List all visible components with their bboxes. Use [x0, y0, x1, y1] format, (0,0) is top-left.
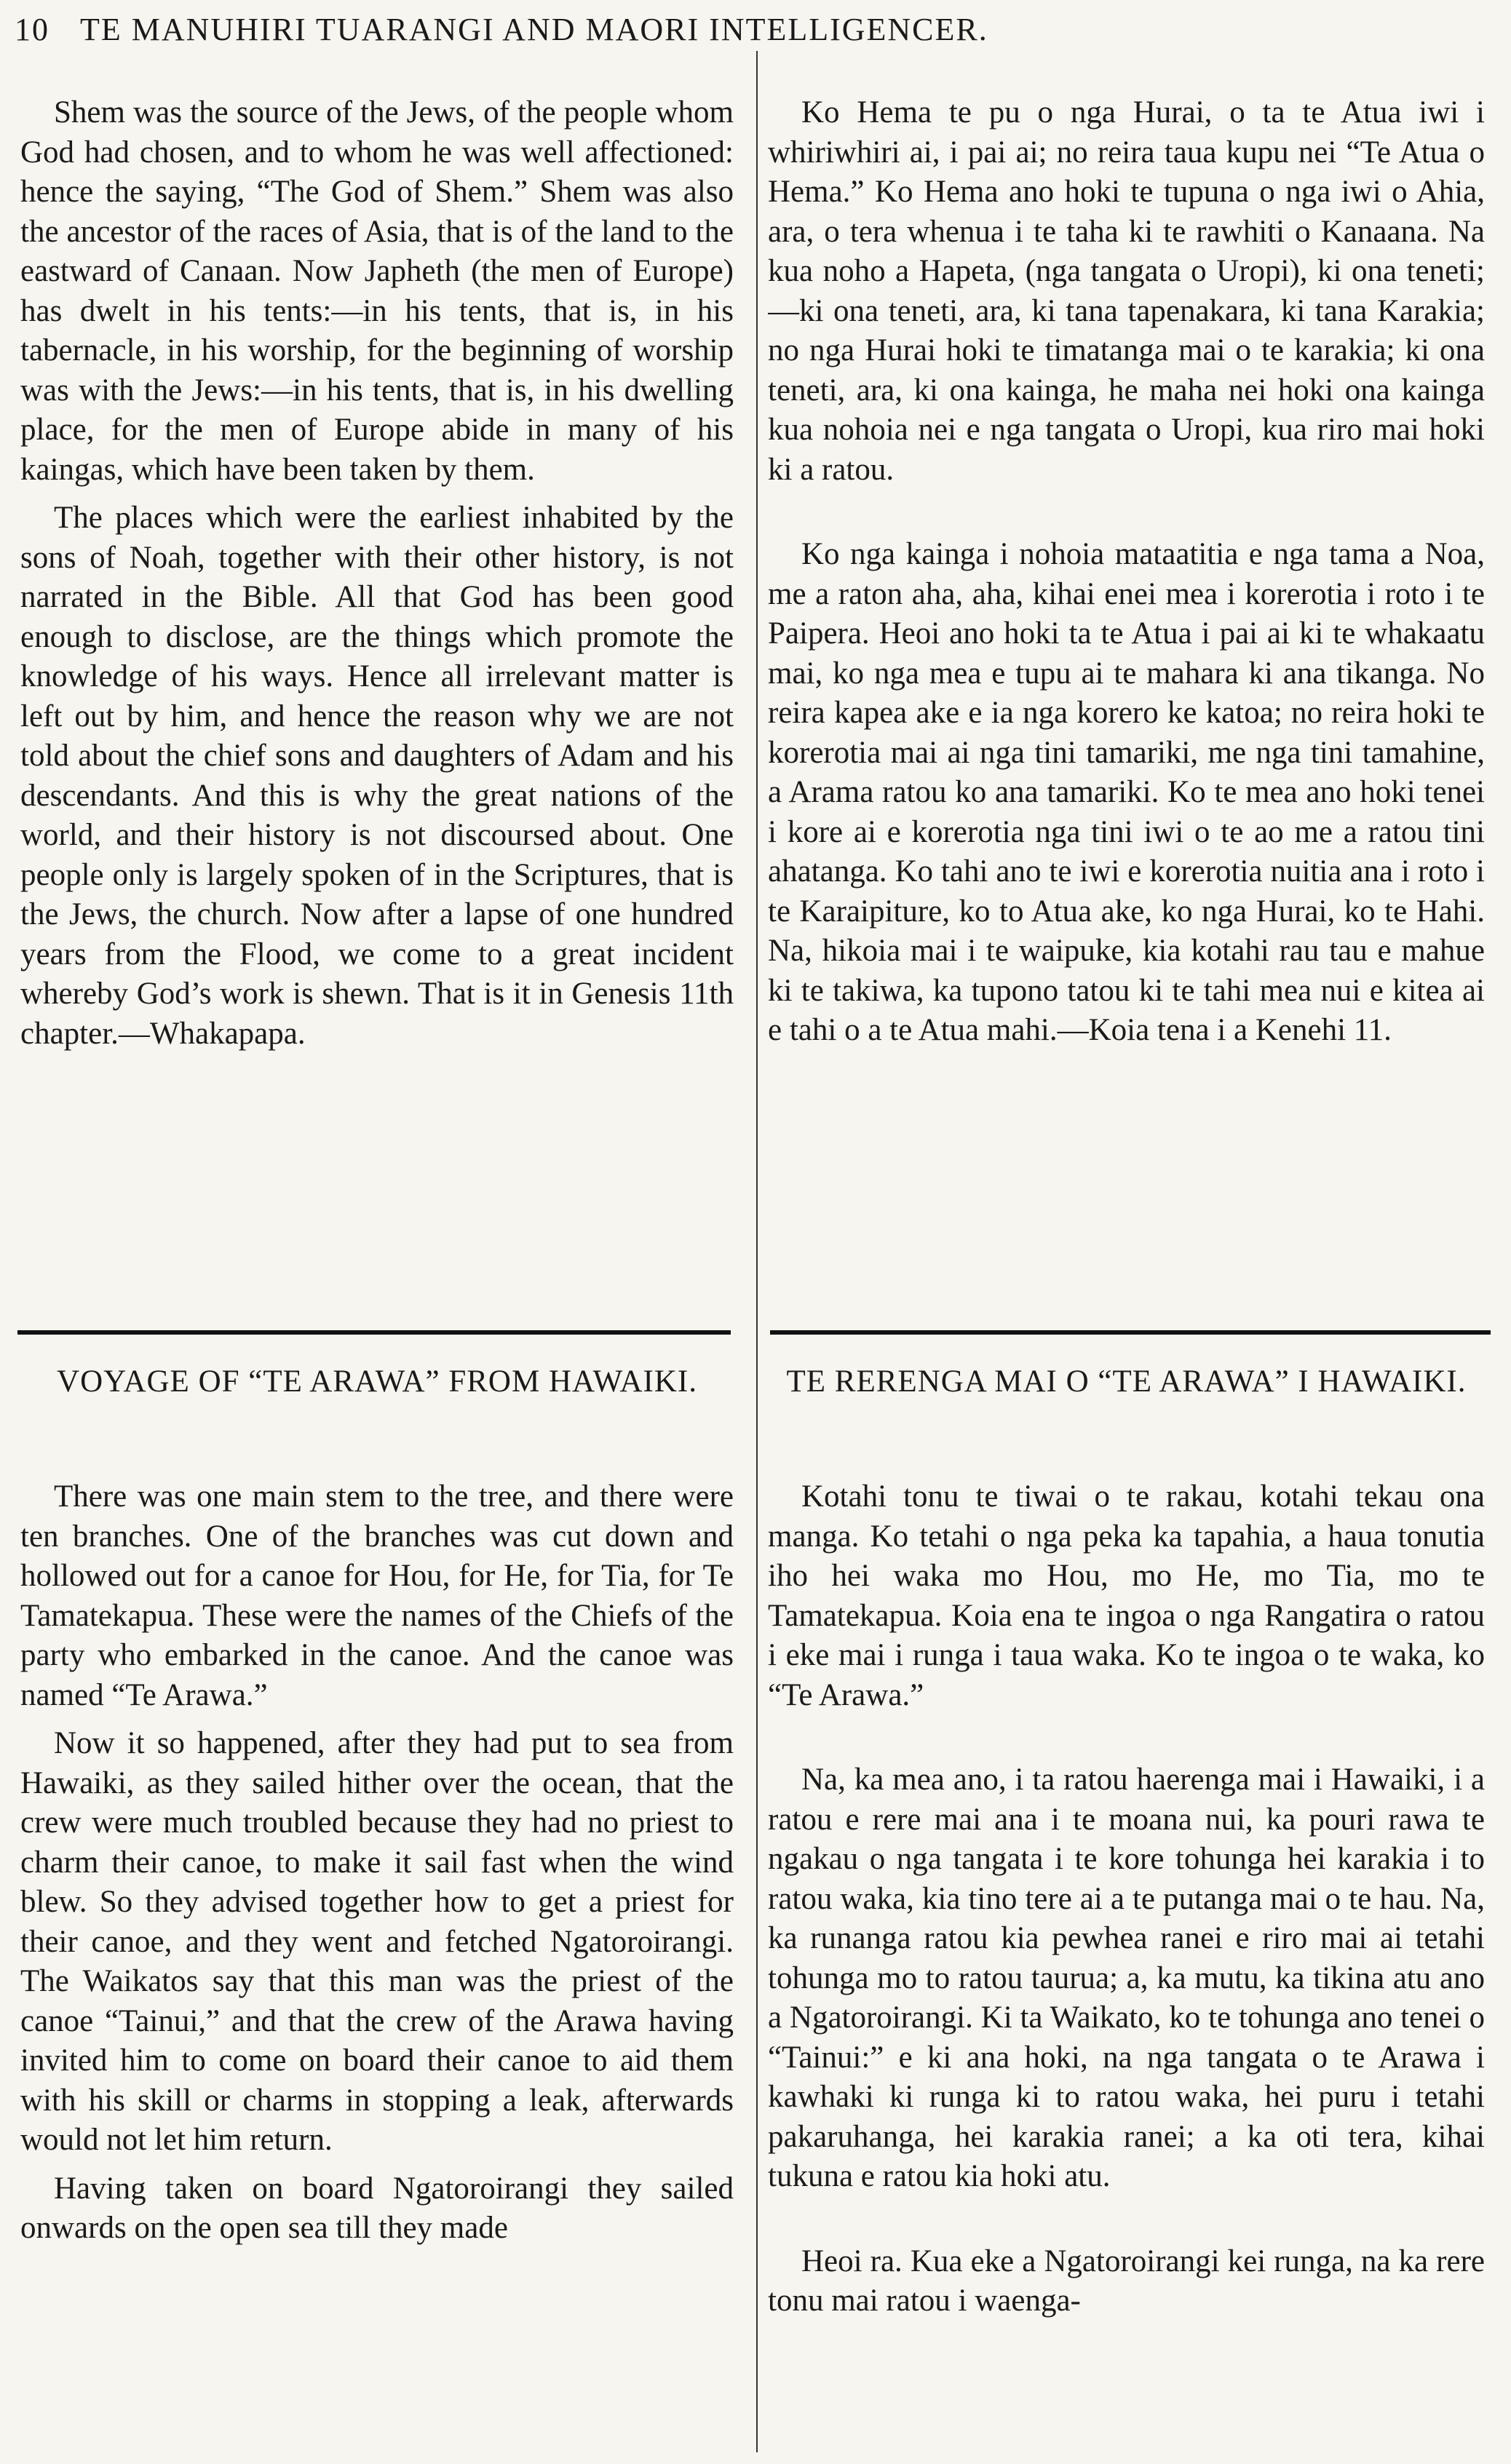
column-divider [756, 51, 758, 2452]
english-column-bottom [20, 1477, 734, 2460]
paragraph: Shem was the source of the Jews, of the people whom God had chosen, and to whom he was well affectioned: hence the saying, “The God of Shem.” Shem was also the ancestor of the races of Asia, that is of the land to the eastward of Canaan. Now Japheth (the men of Europe) has dwelt in his tents:—in his tents, that is, in his tabernacle, in his worship, for the beginning of worship was with the Jews:—in his tents, that is, in his dwelling place, for the men of Europe abide in many of his kaingas, which have been taken by them. [20, 95, 734, 487]
paragraph: Ko Hema te pu o nga Hurai, o ta te Atua iwi i whiriwhiri ai, i pai ai; no reira taua kupu nei “Te Atua o Hema.” Ko Hema ano hoki te tupuna o nga iwi o Ahia, ara, o tera whenua i te taha ki te rawhiti o Kanaana. Na kua noho a Hapeta, (nga tangata o Uropi), ki ona teneti;—ki ona teneti, ara, ki tana tapenakara, ki tana Karakia; no nga Hurai hoki te timatanga mai o te karakia; ki ona teneti, ara, ki ona kainga, he maha nei hoki ona kainga kua nohoia nei e nga tangata o Uropi, kua riro mai hoki ki a ratou. [768, 95, 1485, 487]
maori-column-top [768, 93, 1485, 1316]
english-section-heading: VOYAGE OF “TE ARAWA” FROM HAWAIKI. [57, 1364, 697, 1399]
paragraph: Now it so happened, after they had put to sea from Hawaiki, as they sailed hither over the ocean, that the crew were much troubled because they had no priest to charm their canoe, to make it sail fast when the wind blew. So they advised together how to get a priest for their canoe, and they went and fetched Ngatoroirangi. The Waikatos say that this man was the priest of the canoe “Tainui,” and that the crew of the Arawa having invited him to come on board their canoe to aid them with his skill or charms in stopping a leak, afterwards would not let him return. [20, 1726, 734, 2157]
paragraph: Na, ka mea ano, i ta ratou haerenga mai i Hawaiki, i a ratou e rere mai ana i te moana nui, ka pouri rawa te ngakau o nga tangata i te kore tohunga hei karakia i to ratou waka, kia tino tere ai a te putanga mai o te hau. Na, ka runanga ratou kia pewhea ranei e riro mai ai tetahi tohunga mo to ratou taurua; a, ka mutu, ka tikina atu ano a Ngatoroirangi. Ki ta Waikato, ko te tohunga ano tenei o “Tainui:” e ki ana hoki, na nga tangata o te Arawa i kawhaki ki runga ki to ratou waka, hei puru i tetahi pakaruhanga, hei karakia ranei; a ka oti tera, kihai tukuna e ratou kia hoki atu. [768, 1762, 1485, 2193]
newspaper-title: TE MANUHIRI TUARANGI AND MAORI INTELLIGENCER. [80, 11, 988, 47]
maori-section-heading: TE RERENGA MAI O “TE ARAWA” I HAWAIKI. [786, 1364, 1467, 1399]
maori-column-bottom [768, 1477, 1485, 2460]
paragraph: Ko nga kainga i nohoia mataatitia e nga tama a Noa, me a raton aha, aha, kihai enei mea i korerotia i roto i te Paipera. Heoi ano hoki ta te Atua i pai ai ki te whakaatu mai, ko nga mea e tupu ai te mahara ki ana tikanga. No reira kapea ake e ia nga korero ke katoa; no reira hoki te korerotia mai ai nga tini tamariki, me nga tini tamahine, a Arama ratou ko ana tamariki. Ko te mea ano hoki tenei i kore ai e korerotia nga tini iwi o te ao me a ratou tini ahatanga. Ko tahi ano te iwi e korerotia nuitia ana i roto i te Karaipiture, ko to Atua ake, ko nga Hurai, ko te Hahi. Na, hikoia mai i te waipuke, kia kotahi rau tau e mahue ki te takiwa, ka tupono tatou ki te tahi mea nui e kitea ai e tahi o a te Atua mahi.—Koia tena i a Kenehi 11. [768, 537, 1485, 1047]
paragraph: Heoi ra. Kua eke a Ngatoroirangi kei runga, na ka rere tonu mai ratou i waenga- [768, 2244, 1485, 2318]
paragraph: Kotahi tonu te tiwai o te rakau, kotahi tekau ona manga. Ko tetahi o nga peka ka tapahia, a haua tonutia iho hei waka mo Hou, mo He, mo Tia, mo te Tamatekapua. Koia ena te ingoa o nga Rangatira o ratou i eke mai i runga i taua waka. Ko te ingoa o te waka, ko “Te Arawa.” [768, 1479, 1485, 1712]
section-rule-left [17, 1330, 731, 1335]
section-rule-right [770, 1330, 1491, 1335]
paragraph: The places which were the earliest inhabited by the sons of Noah, together with their other history, is not narrated in the Bible. All that God has been good enough to disclose, are the things which promote the knowledge of his ways. Hence all irrelevant matter is left out by him, and hence the reason why we are not told about the chief sons and daughters of Adam and his descendants. And this is why the great nations of the world, and their history is not discoursed about. One people only is largely spoken of in the Scriptures, that is the Jews, the church. Now after a lapse of one hundred years from the Flood, we come to a great incident whereby God’s work is shewn. That is it in Genesis 11th chapter.—Whakapapa. [20, 501, 734, 1051]
paragraph: There was one main stem to the tree, and there were ten branches. One of the branches was cut down and hollowed out for a canoe for Hou, for He, for Tia, for Te Tamatekapua. These were the names of the Chiefs of the party who embarked in the canoe. And the canoe was named “Te Arawa.” [20, 1479, 734, 1712]
english-column-top [20, 93, 734, 1316]
page-header [15, 0, 1499, 58]
paragraph: Having taken on board Ngatoroirangi they sailed onwards on the open sea till they made [20, 2171, 734, 2245]
page-number: 10 [15, 11, 49, 47]
